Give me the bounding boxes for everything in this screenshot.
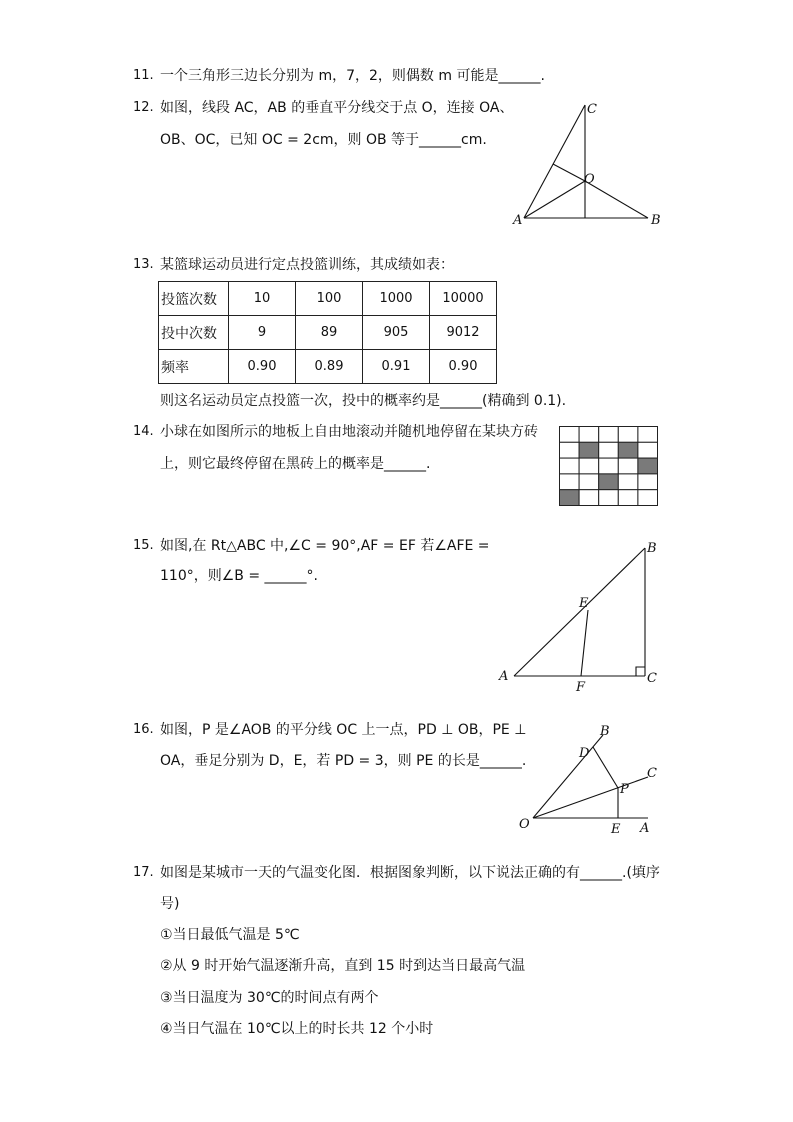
q15-number: 15.: [133, 538, 154, 553]
q17-number: 17.: [133, 865, 154, 880]
tile-light: [618, 458, 638, 474]
q12-label-b: B: [651, 213, 661, 228]
table-row: [159, 316, 497, 350]
table-cell: 0.90: [229, 350, 296, 384]
table-row: [159, 350, 497, 384]
q17-option-2: ②从 9 时开始气温逐渐升高，直到 15 时到达当日最高气温: [160, 958, 526, 974]
table-row: [159, 282, 497, 316]
q11-number: 11.: [133, 68, 154, 83]
q16-line1: 如图，P 是∠AOB 的平分线 OC 上一点，PD ⊥ OB，PE ⊥: [160, 722, 527, 738]
tile-light: [638, 427, 658, 443]
q13-text: 某篮球运动员进行定点投篮训练，其成绩如表：: [160, 257, 454, 273]
q12-label-c: C: [587, 102, 597, 117]
q16-segment-pd: [593, 747, 618, 788]
table-cell: 10: [229, 282, 296, 316]
q15-line1: 如图,在 Rt△ABC 中,∠C = 90°,AF = EF 若∠AFE =: [160, 538, 490, 554]
q15-right-angle-mark: [636, 667, 645, 676]
tile-light: [599, 427, 619, 443]
q13-number: 13.: [133, 257, 154, 272]
tile-light: [618, 474, 638, 490]
q13-after-text: 则这名运动员定点投篮一次，投中的概率约是______(精确到 0.1).: [160, 393, 567, 409]
q12-figure: [505, 98, 665, 233]
table-cell: 0.91: [363, 350, 430, 384]
tile-light: [579, 427, 599, 443]
q15-side-ab: [514, 548, 645, 676]
tile-dark: [579, 442, 599, 458]
tile-light: [579, 490, 599, 506]
tile-light: [560, 427, 580, 443]
table-header-cell: 频率: [159, 350, 229, 384]
q14-tile-grid: [559, 426, 658, 506]
q12-number: 12.: [133, 100, 154, 115]
table-cell: 10000: [430, 282, 497, 316]
q15-line2: 110°，则∠B = ______°.: [160, 568, 318, 584]
q12-segment-oa: [524, 181, 585, 218]
q15-label-c: C: [647, 671, 657, 686]
q16-number: 16.: [133, 722, 154, 737]
tile-light: [599, 490, 619, 506]
table-header-cell: 投中次数: [159, 316, 229, 350]
tile-light: [618, 490, 638, 506]
q14-line1: 小球在如图所示的地板上自由地滚动并随机地停留在某块方砖: [160, 424, 538, 440]
tile-light: [599, 458, 619, 474]
tile-light: [560, 442, 580, 458]
tile-light: [638, 442, 658, 458]
q15-label-b: B: [647, 541, 657, 556]
q15-label-f: F: [576, 680, 586, 695]
table-cell: 9012: [430, 316, 497, 350]
q16-label-e: E: [611, 822, 621, 837]
q15-label-a: A: [499, 669, 509, 684]
tile-light: [618, 427, 638, 443]
q15-figure: [495, 535, 665, 700]
q12-label-o: O: [584, 172, 595, 187]
q16-line2: OA，垂足分别为 D，E，若 PD = 3，则 PE 的长是______.: [160, 753, 527, 769]
tile-light: [579, 458, 599, 474]
table-cell: 905: [363, 316, 430, 350]
tile-light: [579, 474, 599, 490]
q16-label-d: D: [579, 746, 590, 761]
tile-dark: [599, 474, 619, 490]
q15-label-e: E: [579, 596, 589, 611]
table-header-cell: 投篮次数: [159, 282, 229, 316]
q12-segment-ac: [524, 105, 585, 218]
q16-label-o: O: [519, 817, 530, 832]
q11-text: 一个三角形三边长分别为 m，7，2，则偶数 m 可能是______.: [160, 68, 545, 84]
q17-option-4: ④当日气温在 10℃以上的时长共 12 个小时: [160, 1021, 434, 1037]
q16-label-c: C: [647, 766, 657, 781]
q16-label-b: B: [600, 724, 610, 739]
table-cell: 0.89: [296, 350, 363, 384]
table-cell: 100: [296, 282, 363, 316]
q12-line1: 如图，线段 AC，AB 的垂直平分线交于点 O，连接 OA、: [160, 100, 514, 116]
tile-dark: [638, 458, 658, 474]
table-cell: 9: [229, 316, 296, 350]
q16-figure: [515, 720, 675, 840]
q17-option-1: ①当日最低气温是 5℃: [160, 927, 300, 943]
tile-light: [560, 458, 580, 474]
tile-light: [560, 474, 580, 490]
tile-light: [638, 490, 658, 506]
q12-line2: OB、OC，已知 OC = 2cm，则 OB 等于______cm.: [160, 132, 487, 148]
q17-line1: 如图是某城市一天的气温变化图．根据图象判断，以下说法正确的有______.(填序: [160, 865, 660, 881]
q14-line2: 上，则它最终停留在黑砖上的概率是______.: [160, 456, 431, 472]
tile-light: [638, 474, 658, 490]
table-cell: 89: [296, 316, 363, 350]
q15-segment-ef: [581, 610, 588, 676]
tile-light: [599, 442, 619, 458]
q14-number: 14.: [133, 424, 154, 439]
q17-option-3: ③当日温度为 30℃的时间点有两个: [160, 990, 379, 1006]
table-cell: 0.90: [430, 350, 497, 384]
q13-table: [158, 281, 497, 384]
q17-line2: 号): [160, 896, 180, 912]
tile-dark: [618, 442, 638, 458]
table-cell: 1000: [363, 282, 430, 316]
q16-label-a: A: [640, 821, 650, 836]
q16-label-p: P: [620, 782, 629, 797]
q12-bisector-ac: [553, 164, 585, 181]
tile-dark: [560, 490, 580, 506]
q12-label-a: A: [513, 213, 523, 228]
